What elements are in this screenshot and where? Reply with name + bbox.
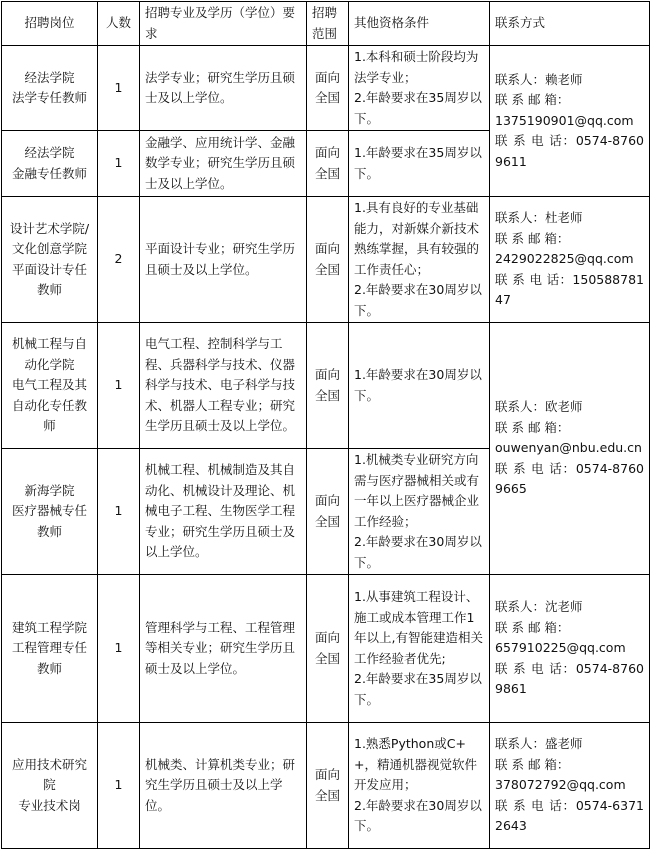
department: 建筑工程学院 [11, 619, 87, 635]
contact-email[interactable]: 378072792@qq.com [495, 777, 626, 793]
scope-cell: 面向 全国 [307, 449, 349, 575]
count-cell: 1 [98, 46, 140, 131]
contact-cell [490, 575, 650, 723]
contact-phone: 联 系 电 话：15058878147 [495, 271, 644, 308]
major-cell: 平面设计专业；研究生学历且硕士及以上学位。 [140, 197, 307, 323]
contact-person: 联系人：杜老师 [495, 210, 583, 226]
department: 经法学院 [24, 145, 75, 160]
position-cell [2, 131, 98, 197]
scope-cell: 面向 全国 [307, 131, 349, 197]
header-scope: 招聘范围 [307, 2, 349, 46]
count-cell: 1 [98, 723, 140, 849]
contact-person: 联系人：盛老师 [495, 736, 583, 752]
contact-person: 联系人：欧老师 [495, 399, 583, 415]
department: 经法学院 [24, 69, 75, 85]
major-cell: 管理科学与工程、工程管理等相关专业；研究生学历且硕士及以上学位。 [140, 575, 307, 723]
table-row [2, 197, 650, 323]
contact-email-label: 联 系 邮 箱： [495, 756, 570, 772]
other-cell: 1.机械类专业研究方向需与医疗器械相关或有一年以上医疗器械企业工作经验； 2.年龄要求在30周岁以下。 [349, 449, 490, 575]
contact-phone: 联 系 电 话：0574-87609665 [495, 460, 644, 497]
contact-cell [490, 46, 650, 197]
department: 设计艺术学院/文化创意学院 [9, 220, 90, 256]
contact-email[interactable]: 657910225@qq.com [495, 640, 626, 656]
contact-cell [490, 323, 650, 575]
contact-cell [490, 723, 650, 849]
department: 新海学院 [24, 482, 75, 498]
recruitment-table [1, 1, 650, 849]
major-cell: 机械工程、机械制造及其自动化、机械设计及理论、机械电子工程、生物医学工程专业；研究生学历且硕士及以上学位。 [140, 449, 307, 575]
contact-cell [490, 197, 650, 323]
other-cell: 1.具有良好的专业基础能力，对新媒介新技术熟练掌握，具有较强的工作责任心； 2.年龄要求在30周岁以下。 [349, 197, 490, 323]
header-row [2, 2, 650, 46]
major-cell: 金融学、应用统计学、金融数学专业；研究生学历且硕士及以上学位。 [140, 131, 307, 197]
table-row [2, 46, 650, 131]
position-cell [2, 723, 98, 849]
position-cell [2, 46, 98, 131]
other-cell: 1.熟悉Python或C++，精通机器视觉软件开发应用； 2.年龄要求在30周岁以下。 [349, 723, 490, 849]
contact-email-label: 联 系 邮 箱： [495, 230, 570, 246]
contact-phone: 联 系 电 话：0574-63712643 [495, 797, 644, 834]
position-title: 医疗器械专任教师 [11, 503, 87, 539]
contact-email[interactable]: 1375190901@qq.com [495, 112, 634, 128]
count-cell: 1 [98, 575, 140, 723]
position-cell [2, 575, 98, 723]
table-row [2, 723, 650, 849]
scope-cell: 面向 全国 [307, 46, 349, 131]
header-contact: 联系方式 [490, 2, 650, 46]
header-other: 其他资格条件 [349, 2, 490, 46]
table-row [2, 575, 650, 723]
contact-email-label: 联 系 邮 箱： [495, 619, 570, 635]
header-count: 人数 [98, 2, 140, 46]
contact-email-label: 联 系 邮 箱： [495, 92, 570, 108]
position-title: 法学专任教师 [11, 90, 87, 105]
scope-cell: 面向 全国 [307, 723, 349, 849]
contact-person: 联系人：赖老师 [495, 71, 583, 87]
scope-cell: 面向 全国 [307, 197, 349, 323]
department: 应用技术研究院 [11, 756, 87, 793]
other-cell: 1.从事建筑工程设计、施工或成本管理工作1年以上,有智能建造相关工作经验者优先; 2.年龄要求在35周岁以下。 [349, 575, 490, 723]
count-cell: 1 [98, 449, 140, 575]
count-cell: 1 [98, 131, 140, 197]
major-cell: 法学专业；研究生学历且硕士及以上学位。 [140, 46, 307, 131]
contact-email[interactable]: 2429022825@qq.com [495, 251, 634, 267]
header-position: 招聘岗位 [2, 2, 98, 46]
position-title: 专业技术岗 [18, 797, 81, 813]
scope-cell: 面向 全国 [307, 323, 349, 449]
position-cell [2, 197, 98, 323]
other-cell: 1.年龄要求在35周岁以下。 [349, 131, 490, 197]
header-major: 招聘专业及学历（学位）要求 [140, 2, 307, 46]
contact-email[interactable]: ouwenyan@nbu.edu.cn [495, 440, 642, 456]
position-cell [2, 449, 98, 575]
position-cell [2, 323, 98, 449]
major-cell: 机械类、计算机类专业；研究生学历且硕士及以上学位。 [140, 723, 307, 849]
count-cell: 2 [98, 197, 140, 323]
other-cell: 1.本科和硕士阶段均为法学专业； 2.年龄要求在35周岁以下。 [349, 46, 490, 131]
major-cell: 电气工程、控制科学与工程、兵器科学与技术、仪器科学与技术、电子科学与技术、机器人工程专业；研究生学历且硕士及以上学位。 [140, 323, 307, 449]
position-title: 平面设计专任教师 [11, 261, 87, 297]
position-title: 电气工程及其自动化专任教师 [11, 377, 87, 434]
contact-phone: 联 系 电 话：0574-87609861 [495, 660, 644, 697]
contact-phone: 联 系 电 话：0574-87609611 [495, 133, 644, 169]
position-title: 金融专任教师 [11, 165, 87, 181]
table-row [2, 323, 650, 449]
position-title: 工程管理专任教师 [11, 640, 87, 676]
contact-person: 联系人：沈老师 [495, 599, 583, 615]
contact-email-label: 联 系 邮 箱： [495, 419, 570, 435]
other-cell: 1.年龄要求在30周岁以下。 [349, 323, 490, 449]
department: 机械工程与自动化学院 [11, 336, 87, 372]
count-cell: 1 [98, 323, 140, 449]
scope-cell: 面向 全国 [307, 575, 349, 723]
